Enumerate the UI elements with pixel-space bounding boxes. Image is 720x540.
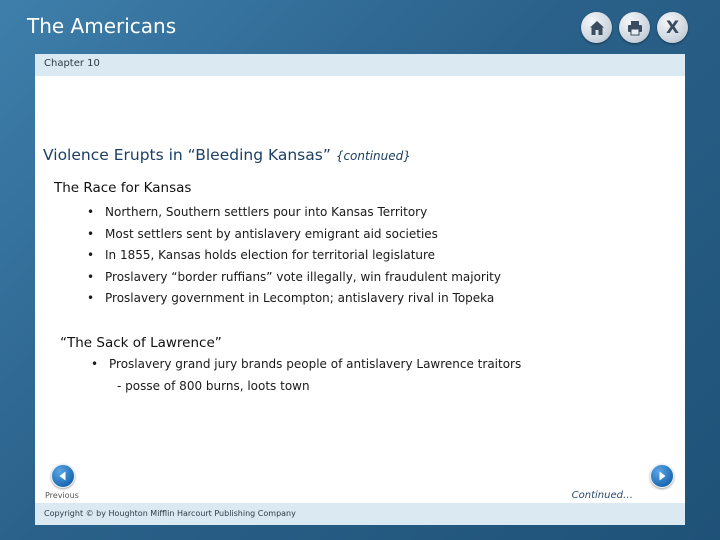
print-button[interactable] xyxy=(619,12,650,43)
arrow-left-icon xyxy=(57,470,69,482)
slide-title xyxy=(43,146,411,164)
bullet-item: • In 1855, Kansas holds election for territorial legislature xyxy=(83,245,501,267)
previous-label[interactable]: Previous xyxy=(45,491,79,500)
chapter-bar xyxy=(35,54,685,76)
slide-title-text: Violence Erupts in “Bleeding Kansas” xyxy=(43,146,331,164)
sub-bullet-text: - posse of 800 burns, loots town xyxy=(117,379,310,393)
home-icon xyxy=(588,19,606,37)
slide-title-suffix: {continued} xyxy=(335,149,411,163)
home-button[interactable] xyxy=(581,12,612,43)
copyright-text: Copyright © by Houghton Mifflin Harcourt Publishing Company xyxy=(44,509,296,518)
app-title: The Americans xyxy=(27,14,177,38)
previous-button[interactable] xyxy=(51,464,75,488)
section1-bullet-list xyxy=(83,202,501,310)
continued-label: Continued… xyxy=(571,490,633,501)
top-toolbar xyxy=(581,12,688,43)
bullet-item: • Proslavery government in Lecompton; antislavery rival in Topeka xyxy=(83,288,501,310)
section2-bullet-list xyxy=(87,354,521,376)
slide-content xyxy=(35,76,685,503)
footer-bar xyxy=(35,503,685,525)
bullet-item: • Most settlers sent by antislavery emigrant aid societies xyxy=(83,224,501,246)
close-icon: X xyxy=(665,17,680,38)
next-button[interactable] xyxy=(650,464,674,488)
section-heading-sack-of-lawrence: “The Sack of Lawrence” xyxy=(60,335,222,351)
bullet-item: • Northern, Southern settlers pour into Kansas Territory xyxy=(83,202,501,224)
printer-icon xyxy=(626,19,644,37)
arrow-right-icon xyxy=(656,470,668,482)
close-button[interactable] xyxy=(657,12,688,43)
bullet-item: • Proslavery “border ruffians” vote illegally, win fraudulent majority xyxy=(83,267,501,289)
chapter-label: Chapter 10 xyxy=(44,58,100,69)
section-heading-race-for-kansas: The Race for Kansas xyxy=(54,180,192,196)
bullet-item: • Proslavery grand jury brands people of antislavery Lawrence traitors xyxy=(87,354,521,376)
next-label[interactable]: Next xyxy=(652,491,671,500)
